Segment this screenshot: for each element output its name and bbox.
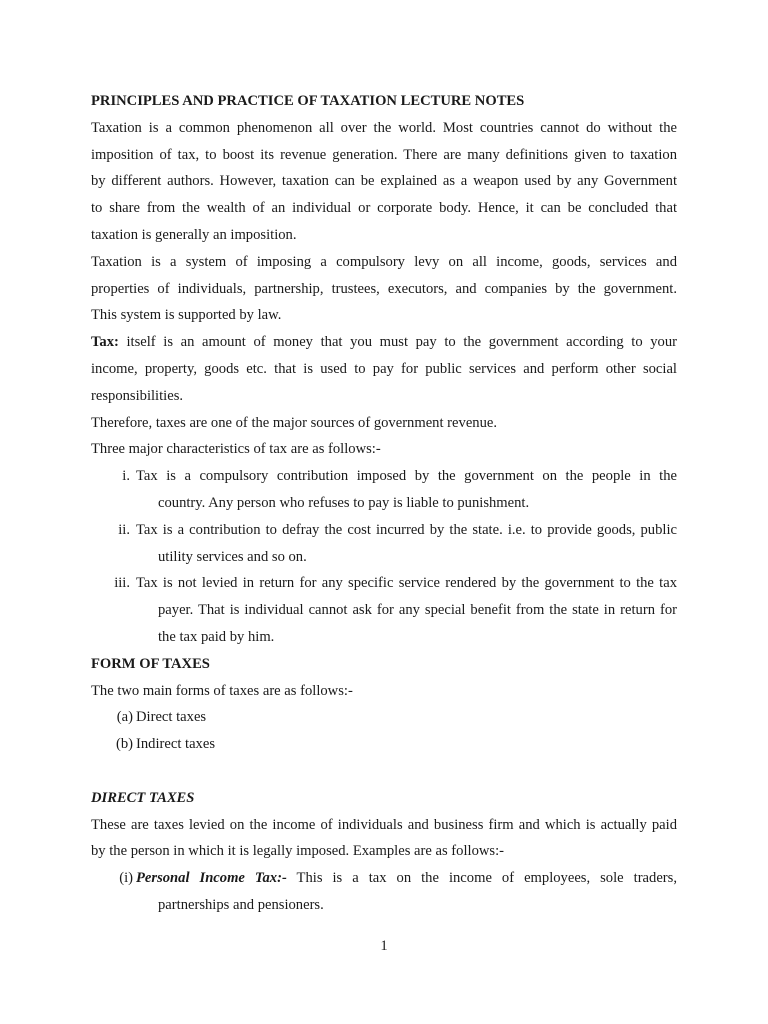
list-item-text: Direct taxes <box>136 709 207 726</box>
paragraph-line: income, property, goods etc. that is used to pay for public services and perform other social <box>91 360 677 377</box>
list-item <box>91 865 677 919</box>
forms-intro: The two main forms of taxes are as follows:- <box>91 682 353 699</box>
list-item-text: utility services and so on. <box>158 548 307 565</box>
list-item-text: Tax is not levied in return for any specific service rendered by the government to the tax <box>136 575 677 592</box>
list-item-text: Tax is a contribution to defray the cost incurred by the state. i.e. to provide goods, public <box>136 521 677 538</box>
list-item-text: Tax is a compulsory contribution imposed by the government on the people in the <box>136 468 677 485</box>
tax-definition-text: itself is an amount of money that you must pay to the government according to your <box>118 334 677 351</box>
paragraph-line: responsibilities. <box>91 387 184 404</box>
section-heading-direct-taxes: DIRECT TAXES <box>91 789 195 806</box>
list-item <box>91 704 677 731</box>
paragraph-line: Taxation is a system of imposing a compulsory levy on all income, goods, services and <box>91 253 677 270</box>
characteristics-intro: Three major characteristics of tax are as follows:- <box>91 441 381 458</box>
list-marker: i. <box>122 468 130 485</box>
list-item <box>91 570 677 650</box>
section-heading-forms: FORM OF TAXES <box>91 655 210 672</box>
list-item-text: partnerships and pensioners. <box>158 896 324 913</box>
paragraph-line <box>91 329 677 356</box>
spacer <box>91 758 677 785</box>
direct-examples-list <box>91 865 677 919</box>
paragraph-line: imposition of tax, to boost its revenue generation. There are many definitions given to taxation <box>91 146 677 163</box>
list-item <box>91 517 677 571</box>
example-term: Personal Income Tax:- <box>136 870 287 887</box>
paragraph-tax-definition <box>91 329 677 409</box>
paragraph-line: These are taxes levied on the income of individuals and business firm and which is actually paid <box>91 816 677 833</box>
list-item-text: the tax paid by him. <box>158 628 275 645</box>
paragraph-line: by different authors. However, taxation can be explained as a weapon used by any Government <box>91 173 677 190</box>
list-marker: (a) <box>116 709 133 726</box>
list-marker: (b) <box>115 736 133 753</box>
paragraph-line: Taxation is a common phenomenon all over the world. Most countries cannot do without the <box>91 119 677 136</box>
paragraph-revenue: Therefore, taxes are one of the major sources of government revenue. <box>91 414 498 431</box>
paragraph-line: to share from the wealth of an individual or corporate body. Hence, it can be concluded that <box>91 200 677 217</box>
list-item-text: payer. That is individual cannot ask for any special benefit from the state in return for <box>158 602 677 619</box>
paragraph-line: by the person in which it is legally imposed. Examples are as follows:- <box>91 843 505 860</box>
document-page <box>91 88 677 919</box>
paragraph-line: properties of individuals, partnership, trustees, executors, and companies by the government. <box>91 280 677 297</box>
page-number: 1 <box>380 938 388 954</box>
list-marker: (i) <box>119 870 133 887</box>
list-item-text: country. Any person who refuses to pay is liable to punishment. <box>158 494 530 511</box>
document-title: PRINCIPLES AND PRACTICE OF TAXATION LECTURE NOTES <box>91 93 525 109</box>
tax-term: Tax: <box>91 334 119 351</box>
paragraph-direct-taxes <box>91 812 677 866</box>
list-item-text: This is a tax on the income of employees, sole traders, <box>286 870 677 887</box>
list-marker: iii. <box>114 575 130 592</box>
forms-list <box>91 704 677 758</box>
list-item <box>91 731 677 758</box>
paragraph-line: This system is supported by law. <box>91 307 282 324</box>
list-marker: ii. <box>118 521 130 538</box>
characteristics-list <box>91 463 677 651</box>
list-item-text: Indirect taxes <box>136 736 216 753</box>
paragraph-line: taxation is generally an imposition. <box>91 226 297 243</box>
list-item <box>91 463 677 517</box>
paragraph-taxation-system <box>91 249 677 329</box>
paragraph-taxation-intro <box>91 115 677 249</box>
